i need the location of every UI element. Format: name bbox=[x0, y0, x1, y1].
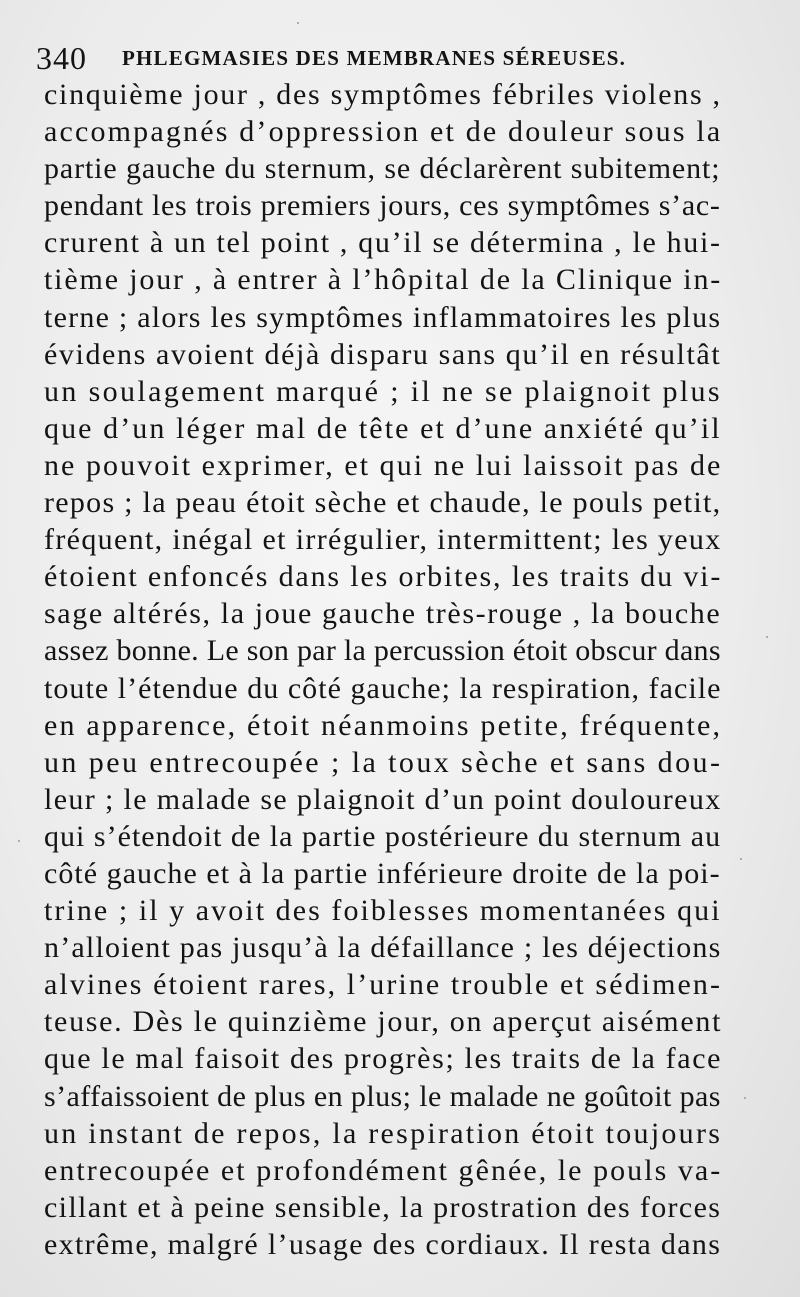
text-line: cinquième jour , des symptômes fébriles violens , bbox=[44, 78, 722, 111]
page-number: 340 bbox=[36, 40, 87, 76]
text-line: assez bonne. Le son par la percussion étoit obscur dans bbox=[44, 634, 721, 668]
text-line: ne pouvoit exprimer, et qui ne lui laissoit pas de bbox=[44, 448, 723, 482]
text-line: trine ; il y avoit des foiblesses momentanées qui bbox=[44, 894, 722, 928]
paper-speck bbox=[744, 1097, 746, 1099]
text-line: crurent à un tel point , qu’il se détermina , le hui- bbox=[44, 226, 722, 260]
text-line: cillant et à peine sensible, la prostration des forces bbox=[44, 1190, 722, 1224]
text-line: teuse. Dès le quinzième jour, on aperçut aisément bbox=[44, 1005, 723, 1039]
text-line: évidens avoient déjà disparu sans qu’il en résultât bbox=[44, 337, 722, 371]
text-line: accompagnés d’oppression et de douleur sous la bbox=[44, 115, 723, 149]
text-line: que d’un léger mal de tête et d’une anxiété qu’il bbox=[44, 411, 722, 445]
text-line: un peu entrecoupée ; la toux sèche et sans dou- bbox=[44, 745, 723, 779]
text-line: repos ; la peau étoit sèche et chaude, le pouls petit, bbox=[44, 486, 722, 520]
text-line: un soulagement marqué ; il ne se plaignoit plus bbox=[44, 374, 722, 408]
text-line: alvines étoient rares, l’urine trouble et sédimen- bbox=[44, 968, 723, 1002]
text-line: extrême, malgré l’usage des cordiaux. Il resta dans bbox=[44, 1227, 722, 1261]
text-line: un instant de repos, la respiration étoit toujours bbox=[44, 1116, 723, 1150]
text-line: partie gauche du sternum, se déclarèrent subitement; bbox=[44, 152, 721, 186]
text-line: n’alloient pas jusqu’à la défaillance ; les déjections bbox=[44, 931, 722, 965]
text-line: s’affaissoient de plus en plus; le malade ne goûtoit pas bbox=[44, 1079, 721, 1113]
text-line: tième jour , à entrer à l’hôpital de la Clinique in- bbox=[44, 263, 723, 297]
text-line: toute l’étendue du côté gauche; la respiration, facile bbox=[44, 671, 722, 705]
paper-speck bbox=[18, 840, 20, 842]
text-line: que le mal faisoit des progrès; les traits de la face bbox=[44, 1042, 723, 1076]
text-line: étoient enfoncés dans les orbites, les traits du vi- bbox=[44, 560, 723, 594]
text-line: pendant les trois premiers jours, ces symptômes s’ac- bbox=[44, 189, 721, 223]
text-line: fréquent, inégal et irrégulier, intermittent; les yeux bbox=[44, 523, 722, 557]
text-line: sage altérés, la joue gauche très-rouge , la bouche bbox=[44, 597, 722, 631]
page-header bbox=[36, 36, 756, 80]
paper-speck bbox=[740, 858, 742, 860]
paper-speck bbox=[766, 636, 768, 638]
body-text bbox=[44, 76, 723, 1263]
text-line: qui s’étendoit de la partie postérieure du sternum au bbox=[44, 819, 722, 853]
text-line: entrecoupée et profondément gênée, le pouls va- bbox=[44, 1153, 723, 1187]
text-line: leur ; le malade se plaignoit d’un point douloureux bbox=[44, 782, 722, 816]
paper-speck bbox=[297, 22, 299, 24]
text-line: côté gauche et à la partie inférieure droite de la poi- bbox=[44, 856, 721, 890]
text-line: terne ; alors les symptômes inflammatoires les plus bbox=[44, 300, 722, 334]
text-line: en apparence, étoit néanmoins petite, fréquente, bbox=[44, 708, 723, 742]
running-title: PHLEGMASIES DES MEMBRANES SÉREUSES. bbox=[122, 46, 627, 70]
